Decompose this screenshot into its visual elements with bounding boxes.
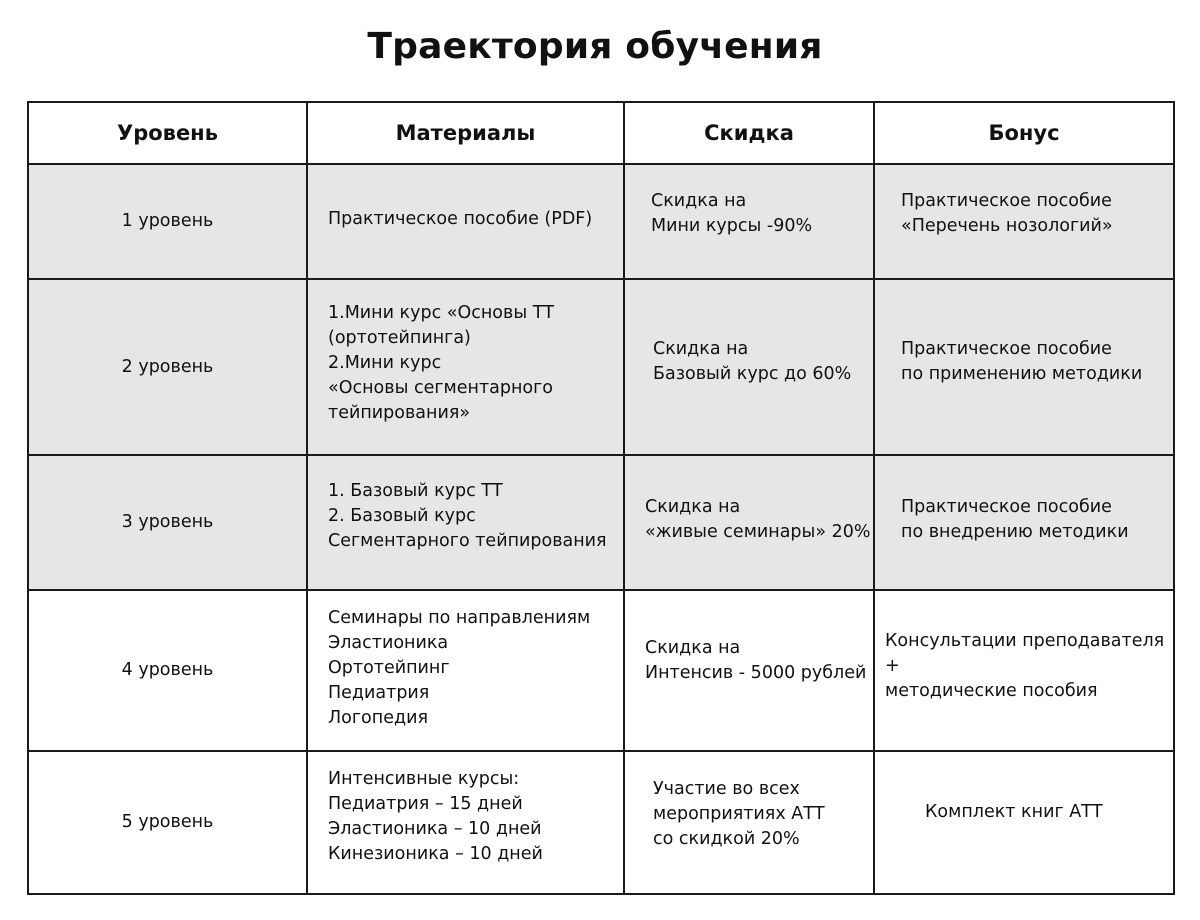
materials-text: 1.Мини курс «Основы ТТ (ортотейпинга) 2.Мини курс «Основы сегментарного тейпирования»	[328, 302, 555, 423]
discount-cell	[624, 279, 874, 455]
learning-path-table	[27, 101, 1175, 895]
discount-cell	[624, 164, 874, 279]
bonus-text: Практическое пособие «Перечень нозологий»	[901, 190, 1113, 236]
header-bonus: Бонус	[874, 102, 1174, 164]
level-label: 1 уровень	[121, 211, 214, 231]
level-label: 5 уровень	[121, 812, 214, 832]
table-row	[28, 164, 1174, 279]
level-cell	[28, 751, 307, 894]
materials-cell	[307, 455, 624, 590]
bonus-text: Консультации преподавателя + методические пособия	[885, 631, 1165, 701]
materials-text: Семинары по направлениям Эластионика Ортотейпинг Педиатрия Логопедия	[328, 608, 591, 728]
level-cell	[28, 164, 307, 279]
materials-text: 1. Базовый курс ТТ 2. Базовый курс Сегментарного тейпирования	[328, 481, 607, 551]
discount-text: Скидка на Мини курсы -90%	[651, 190, 813, 236]
table-row	[28, 590, 1174, 751]
bonus-cell	[874, 164, 1174, 279]
materials-cell	[307, 164, 624, 279]
discount-cell	[624, 751, 874, 894]
discount-text: Скидка на Интенсив - 5000 рублей	[645, 637, 867, 683]
level-label: 2 уровень	[121, 356, 214, 377]
discount-text: Скидка на «живые семинары» 20%	[645, 496, 871, 542]
discount-text: Участие во всех мероприятиях АТТ со скидкой 20%	[653, 779, 825, 849]
level-label: 4 уровень	[121, 660, 214, 680]
bonus-cell	[874, 279, 1174, 455]
materials-text: Практическое пособие (PDF)	[328, 209, 593, 229]
header-discount: Скидка	[624, 102, 874, 164]
table-header-row	[28, 102, 1174, 164]
level-cell	[28, 279, 307, 455]
header-level: Уровень	[28, 102, 307, 164]
bonus-text: Комплект книг АТТ	[925, 802, 1103, 822]
table-row	[28, 455, 1174, 590]
level-cell	[28, 590, 307, 751]
table-row	[28, 751, 1174, 894]
materials-cell	[307, 590, 624, 751]
discount-text: Скидка на Базовый курс до 60%	[653, 339, 852, 384]
discount-cell	[624, 590, 874, 751]
bonus-text: Практическое пособие по применению методики	[901, 339, 1143, 384]
page-title: Траектория обучения	[367, 26, 823, 67]
materials-cell	[307, 279, 624, 455]
bonus-text: Практическое пособие по внедрению методики	[901, 496, 1129, 542]
level-cell	[28, 455, 307, 590]
table-row	[28, 279, 1174, 455]
header-materials: Материалы	[307, 102, 624, 164]
bonus-cell	[874, 590, 1174, 751]
discount-cell	[624, 455, 874, 590]
bonus-cell	[874, 751, 1174, 894]
bonus-cell	[874, 455, 1174, 590]
materials-text: Интенсивные курсы: Педиатрия – 15 дней Эластионика – 10 дней Кинезионика – 10 дней	[328, 768, 543, 864]
level-label: 3 уровень	[121, 512, 214, 532]
materials-cell	[307, 751, 624, 894]
